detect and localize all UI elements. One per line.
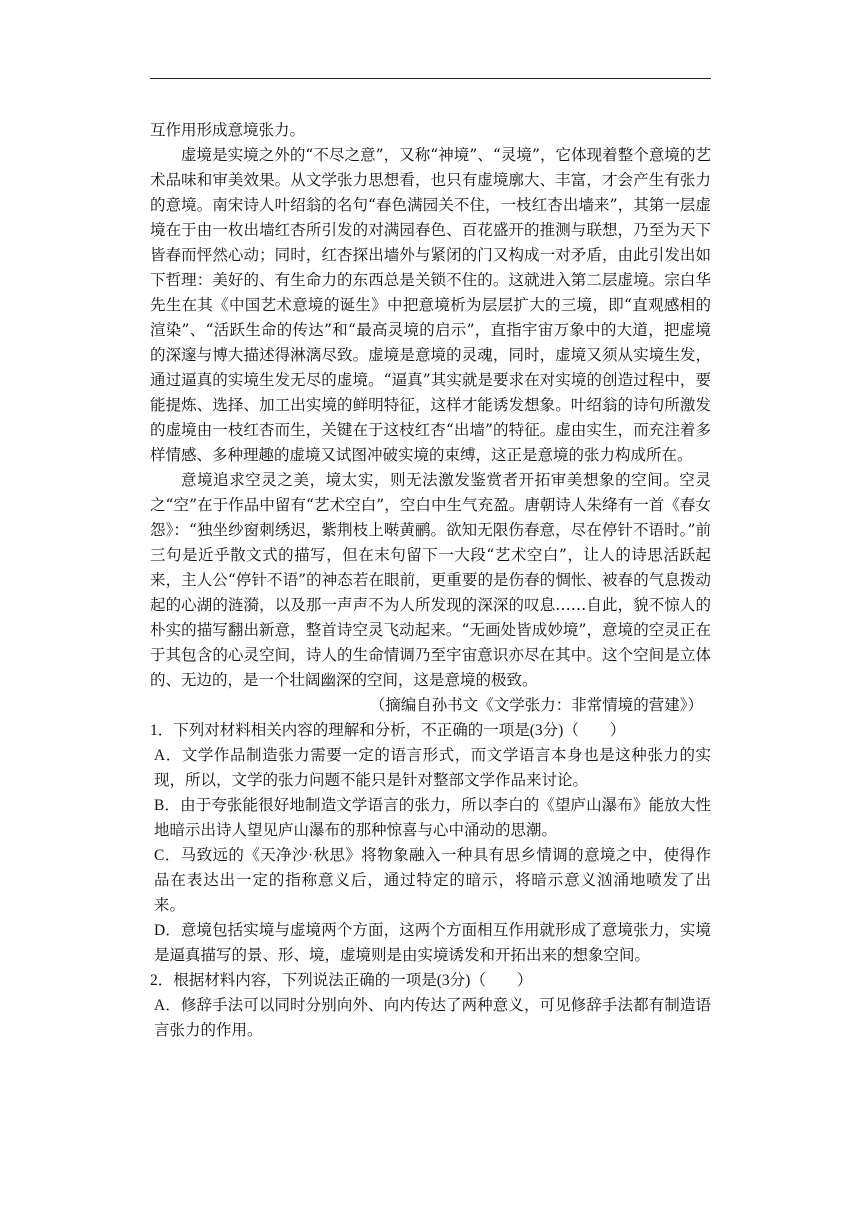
question-1	[150, 718, 711, 968]
header-rule	[150, 78, 711, 79]
question-1-stem: 1．下列对材料相关内容的理解和分析，不正确的一项是(3分)（ ）	[150, 722, 626, 739]
question-1-option-c: C．马致远的《天净沙·秋思》将物象融入一种具有思乡情调的意境之中，使得作品在表达出一定的指称意义后，通过特定的暗示，将暗示意义汹涌地喷发了出来。	[154, 847, 711, 914]
question-2-stem: 2．根据材料内容，下列说法正确的一项是(3分)（ ）	[150, 972, 533, 989]
question-1-option-b: B．由于夸张能很好地制造文学语言的张力，所以李白的《望庐山瀑布》能放大性地暗示出诗人望见庐山瀑布的那种惊喜与心中涌动的思潮。	[154, 797, 711, 839]
question-2	[150, 968, 711, 1043]
passage-paragraph-1: 虚境是实境之外的“不尽之意”，又称“神境”、“灵境”，它体现着整个意境的艺术品味和审美效果。从文学张力思想看，也只有虚境廓大、丰富，才会产生有张力的意境。南宋诗人叶绍翁的名句“春色满园关不住，一枝红杏出墙来”，其第一层虚境在于由一枚出墙红杏所引发的对满园春色、百花盛开的推测与联想，乃至为天下皆春而怦然心动；同时，红杏探出墙外与紧闭的门又构成一对矛盾，由此引发出如下哲理：美好的、有生命力的东西总是关锁不住的。这就进入第二层虚境。宗白华先生在其《中国艺术意境的诞生》中把意境析为层层扩大的三境，即“直观感相的渲染”、“活跃生命的传达”和“最高灵境的启示”，直指宇宙万象中的大道，把虚境的深邃与博大描述得淋漓尽致。虚境是意境的灵魂，同时，虚境又须从实境生发，通过逼真的实境生发无尽的虚境。“逼真”其实就是要求在对实境的创造过程中，要能提炼、选择、加工出实境的鲜明特征，这样才能诱发想象。叶绍翁的诗句所激发的虚境由一枝红杏而生，关键在于这枝红杏“出墙”的特征。虚由实生，而充注着多样情感、多种理趣的虚境又试图冲破实境的束缚，这正是意境的张力构成所在。	[150, 146, 711, 464]
passage-paragraph-0: 互作用形成意境张力。	[150, 121, 306, 139]
question-1-option-a: A．文学作品制造张力需要一定的语言形式，而文学语言本身也是这种张力的实现，所以，文学的张力问题不能只是针对整部文学作品来讨论。	[154, 747, 711, 789]
question-2-option-a: A．修辞手法可以同时分别向外、向内传达了两种意义，可见修辞手法都有制造语言张力的作用。	[154, 997, 711, 1039]
passage-paragraph-2: 意境追求空灵之美，境太实，则无法激发鉴赏者开拓审美想象的空间。空灵之“空”在于作品中留有“艺术空白”，空白中生气充盈。唐朝诗人朱绛有一首《春女怨》：“独坐纱窗刺绣迟，紫荆枝上啭黄鹂。欲知无限伤春意，尽在停针不语时。”前三句是近乎散文式的描写，但在末句留下一大段“艺术空白”，让人的诗思活跃起来，主人公“停针不语”的神态若在眼前，更重要的是伤春的惆怅、被春的气息拨动起的心湖的涟漪，以及那一声声不为人所发现的深深的叹息……自此，貌不惊人的朴实的描写翻出新意，整首诗空灵飞动起来。“无画处皆成妙境”，意境的空灵正在于其包含的心灵空间，诗人的生命情调乃至宇宙意识亦尽在其中。这个空间是立体的、无边的，是一个壮阔幽深的空间，这是意境的极致。	[150, 471, 711, 689]
question-1-option-d: D．意境包括实境与虚境两个方面，这两个方面相互作用就形成了意境张力，实境是逼真描写的景、形、境，虚境则是由实境诱发和开拓出来的想象空间。	[154, 922, 711, 964]
document-body	[150, 118, 711, 1043]
passage-source: （摘编自孙书文《文学张力：非常情境的营建》）	[369, 696, 703, 714]
